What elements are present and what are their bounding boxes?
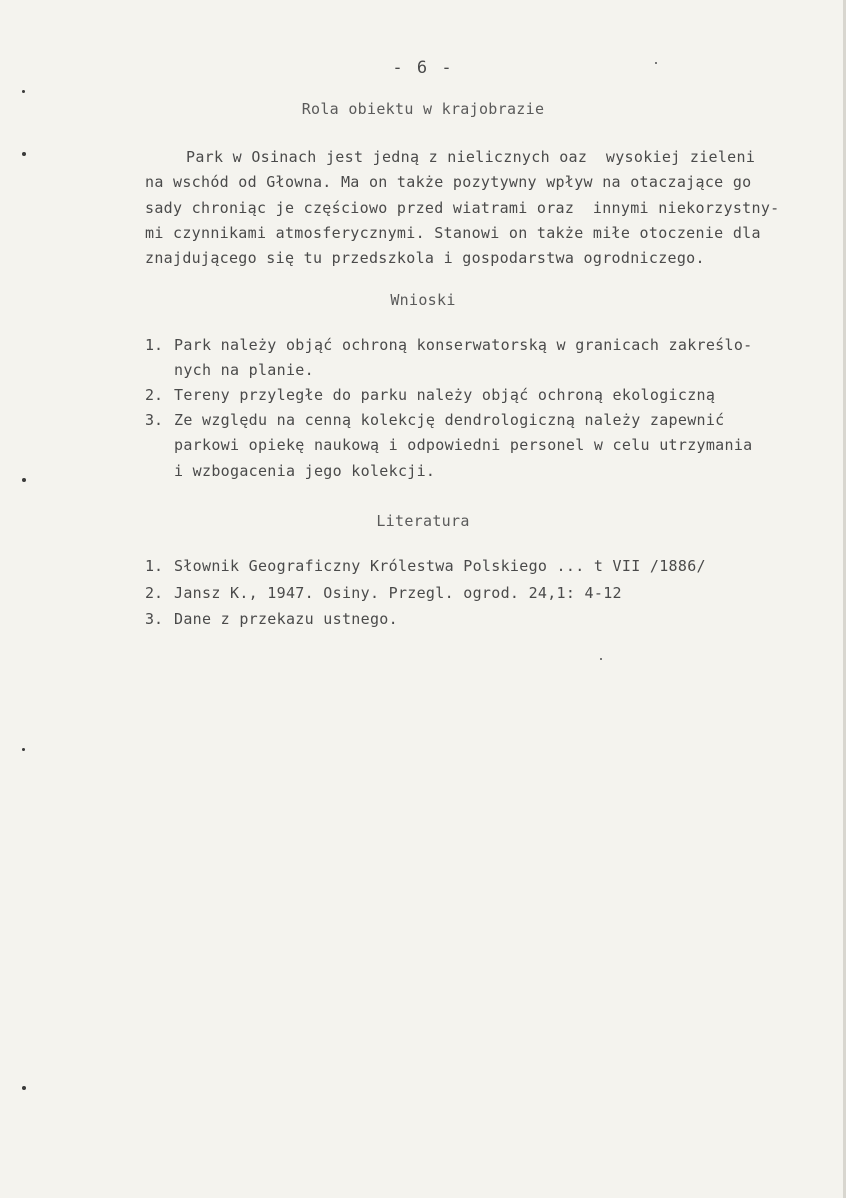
reference-number: 1. — [145, 557, 164, 575]
reference-number: 2. — [145, 584, 164, 602]
list-number: 3. — [145, 411, 164, 429]
margin-dot — [22, 1086, 26, 1090]
list-number: 2. — [145, 386, 164, 404]
list-item-line: Park należy objąć ochroną konserwatorską w granicach zakreślo- — [174, 336, 753, 354]
reference-number: 3. — [145, 610, 164, 628]
margin-dot — [22, 152, 26, 156]
list-item-line: Ze względu na cenną kolekcję dendrologiczną należy zapewnić — [174, 411, 725, 429]
reference-item: Słownik Geograficzny Królestwa Polskiego ... t VII /1886/ — [174, 557, 706, 575]
list-item-line: parkowi opiekę naukową i odpowiedni personel w celu utrzymania — [174, 436, 753, 454]
list-item-line: Tereny przyległe do parku należy objąć ochroną ekologiczną — [174, 386, 716, 404]
list-number: 1. — [145, 336, 164, 354]
section-title-wnioski: Wnioski — [390, 291, 456, 309]
list-item-line: nych na planie. — [174, 361, 314, 379]
margin-dot — [22, 478, 26, 482]
page-number: - 6 - — [392, 58, 454, 78]
section-title-literatura: Literatura — [376, 512, 470, 530]
paragraph-line: sady chroniąc je częściowo przed wiatrami oraz innymi niekorzystny- — [145, 199, 780, 217]
margin-dot — [22, 748, 25, 751]
section-title-rola: Rola obiektu w krajobrazie — [301, 100, 545, 118]
reference-item: Jansz K., 1947. Osiny. Przegl. ogrod. 24,1: 4-12 — [174, 584, 622, 602]
margin-mark — [600, 658, 602, 660]
reference-item: Dane z przekazu ustnego. — [174, 610, 398, 628]
paragraph-line: znajdującego się tu przedszkola i gospodarstwa ogrodniczego. — [145, 249, 705, 267]
paragraph-line: na wschód od Głowna. Ma on także pozytywny wpływ na otaczające go — [145, 173, 752, 191]
paragraph-line: mi czynnikami atmosferycznymi. Stanowi on także miłe otoczenie dla — [145, 224, 761, 242]
paragraph-line: Park w Osinach jest jedną z nielicznych oaz wysokiej zieleni — [186, 148, 756, 166]
margin-dot — [22, 90, 25, 93]
list-item-line: i wzbogacenia jego kolekcji. — [174, 462, 436, 480]
